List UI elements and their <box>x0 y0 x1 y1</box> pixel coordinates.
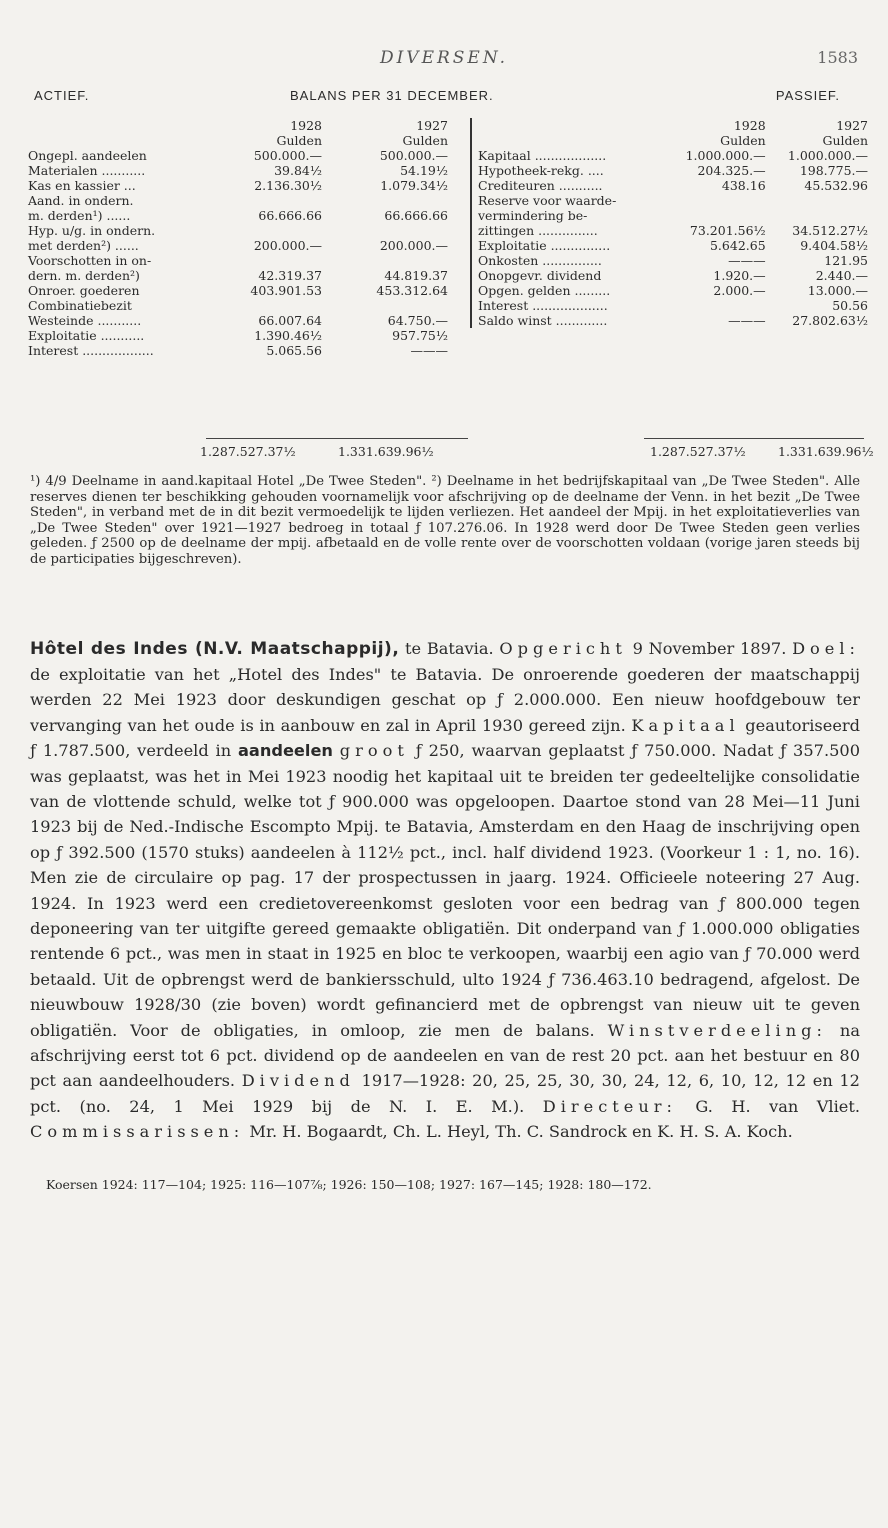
assets-table-wrap <box>28 118 468 358</box>
asset-v1927: 500.000.— <box>379 148 448 163</box>
liability-v1927: 27.802.63½ <box>792 313 868 328</box>
asset-v1928: 403.901.53 <box>250 283 322 298</box>
asset-v1928: 500.000.— <box>253 148 322 163</box>
asset-row <box>28 313 452 328</box>
asset-label: met derden²) ...... <box>28 238 139 253</box>
asset-v1928 <box>240 253 326 268</box>
liability-v1928: 73.201.56½ <box>689 223 766 238</box>
liability-v1928: 1.000.000.— <box>685 148 766 163</box>
asset-row <box>28 178 452 193</box>
asset-label: Exploitatie ........... <box>28 328 145 343</box>
liability-v1928 <box>666 298 770 313</box>
actief-label: ACTIEF. <box>34 88 90 103</box>
liability-v1927: 50.56 <box>832 298 868 313</box>
asset-v1927: 66.666.66 <box>384 208 448 223</box>
liability-v1927: 34.512.27½ <box>792 223 868 238</box>
asset-v1928 <box>240 298 326 313</box>
asset-label: Hyp. u/g. in ondern. <box>28 223 156 238</box>
asset-v1927: 957.75½ <box>392 328 448 343</box>
liability-v1927: 198.775.— <box>799 163 868 178</box>
asset-v1927: 200.000.— <box>379 238 448 253</box>
assets-unit-1927: Gulden <box>402 133 448 148</box>
asset-row <box>28 328 452 343</box>
liability-row <box>472 253 872 268</box>
liability-v1927: 45.532.96 <box>804 178 868 193</box>
asset-row <box>28 238 452 253</box>
liability-row <box>472 193 872 208</box>
asset-label: m. derden¹) ...... <box>28 208 131 223</box>
asset-v1928: 66.007.64 <box>258 313 322 328</box>
asset-v1927 <box>326 193 452 208</box>
text: G. H. van Vliet. <box>676 1096 860 1116</box>
asset-row <box>28 343 452 358</box>
text: na afschrijving eerst tot 6 pct. dividend op de aandeelen en van de rest 20 pct. aan het bestuur en 80 pct aan aandeelhouders. <box>30 1020 860 1091</box>
liabilities-table <box>472 118 872 328</box>
balance-footnote: ¹) 4/9 Deelname in aand.kapitaal Hotel „De Twee Steden". ²) Deelname in het bedrijfskapitaal van „De Twee Steden". Alle reserves dienen ter beschikking gehouden voornamelijk voor afschrijving op de deelname der Venn. in het bezit „De Twee Steden", in verband met de in dit bezit vermoedelijk te lijden verliezen. Het aandeel der Mpij. in het exploitatieverlies van „De Twee Steden" over 1921—1927 bedroeg in totaal ƒ 107.276.06. In 1928 werd door De Twee Steden geen verlies geleden. ƒ 2500 op de deelname der mpij. afbetaald en de volle rente over de voorschotten voldaan (vorige jaren steeds bij de participaties bijgeschreven). <box>30 474 860 567</box>
liability-label: Crediteuren ........... <box>478 178 603 193</box>
asset-label: dern. m. derden²) <box>28 268 140 283</box>
text: 9 November 1897. <box>626 638 793 658</box>
asset-v1928: 66.666.66 <box>258 208 322 223</box>
balance-sheet <box>28 118 868 438</box>
asset-v1928 <box>240 223 326 238</box>
asset-label: Onroer. goederen <box>28 283 140 298</box>
asset-row <box>28 193 452 208</box>
asset-v1927: 54.19½ <box>400 163 448 178</box>
liability-v1927: 13.000.— <box>807 283 868 298</box>
liability-v1928 <box>666 193 770 208</box>
liability-row <box>472 298 872 313</box>
liab-year-1928: 1928 <box>733 118 766 133</box>
liability-v1928: 5.642.65 <box>709 238 766 253</box>
keyword-groot: groot <box>339 741 409 761</box>
keyword-dividend: Dividend <box>241 1071 355 1091</box>
asset-label: Aand. in ondern. <box>28 193 134 208</box>
liability-v1928: ——— <box>728 253 766 268</box>
liability-v1928: 1.920.— <box>713 268 766 283</box>
asset-row <box>28 253 452 268</box>
liability-row <box>472 313 872 328</box>
asset-v1928: 2.136.30½ <box>254 178 322 193</box>
asset-v1928: 39.84½ <box>274 163 322 178</box>
liability-row <box>472 208 872 223</box>
liability-label: Onopgevr. dividend <box>478 268 602 283</box>
company-entry <box>30 636 860 1145</box>
liability-row <box>472 148 872 163</box>
liab-unit-1927: Gulden <box>822 133 868 148</box>
running-head <box>30 0 858 68</box>
liability-row <box>472 178 872 193</box>
liability-v1928: 2.000.— <box>713 283 766 298</box>
liabilities-table-wrap <box>470 118 872 328</box>
liability-v1928: 438.16 <box>721 178 766 193</box>
asset-row <box>28 148 452 163</box>
liability-v1927 <box>770 208 872 223</box>
text: de exploitatie van het „Hotel des Indes" te Batavia. De onroerende goederen der maatschappij werden 22 Mei 1923 door deskundigen geschat op ƒ 2.000.000. Een nieuw hoofdgebouw ter vervanging van het oude is in aanbouw en zal in April 1930 gereed zijn. <box>30 664 860 735</box>
liab-year-1927: 1927 <box>836 118 868 133</box>
assets-table <box>28 118 452 358</box>
liability-label: Saldo winst ............. <box>478 313 608 328</box>
keyword-kapitaal: Kapitaal <box>631 715 740 735</box>
text: 1917—1928: 20, 25, 25, 30, 30, 24, 12, 6, 10, 12, 12 en 12 pct. (no. 24, 1 Mei 1929 bij de N. I. E. M.). <box>30 1071 860 1116</box>
asset-v1927 <box>326 298 452 313</box>
liability-v1927: 2.440.— <box>815 268 868 283</box>
asset-label: Westeinde ........... <box>28 313 142 328</box>
liability-v1927: 1.000.000.— <box>787 148 868 163</box>
liability-v1928: ——— <box>728 313 766 328</box>
koersen-line: Koersen 1924: 117—104; 1925: 116—107⅞; 1926: 150—108; 1927: 167—145; 1928: 180—172. <box>46 1176 652 1192</box>
keyword-opgericht: Opgericht <box>499 638 627 658</box>
asset-row <box>28 208 452 223</box>
asset-v1927: 453.312.64 <box>376 283 448 298</box>
asset-v1927: 64.750.— <box>387 313 448 328</box>
text: te Batavia. <box>399 638 500 658</box>
asset-v1928: 5.065.56 <box>266 343 322 358</box>
liability-label: Interest ................... <box>478 298 608 313</box>
asset-v1928 <box>240 193 326 208</box>
asset-row <box>28 223 452 238</box>
asset-v1928: 42.319.37 <box>258 268 322 283</box>
asset-v1927: 1.079.34½ <box>380 178 448 193</box>
total-assets-1927: 1.331.639.96½ <box>338 444 434 459</box>
text: geautoriseerd ƒ 1.787.500, verdeeld in <box>30 715 860 761</box>
asset-row <box>28 163 452 178</box>
asset-v1927 <box>326 223 452 238</box>
liability-v1928: 204.325.— <box>697 163 766 178</box>
asset-row <box>28 298 452 313</box>
text: ƒ 250, waarvan geplaatst ƒ 750.000. Nadat ƒ 357.500 was geplaatst, was het in Mei 1923 noodig het kapitaal uit te breiden ter gedeeltelijke consolidatie van de vlottende schuld, welke tot ƒ 900.000 was opgeloopen. Daartoe stond van 28 Mei—11 Juni 1923 bij de Ned.-Indische Escompto Mpij. te Batavia, Amsterdam en den Haag de inschrijving open op ƒ 392.500 (1570 stuks) aandeelen à 112½ pct., incl. half dividend 1923. (Voorkeur 1 : 1, no. 16). Men zie de circulaire op pag. 17 der prospectussen in jaarg. 1924. Officieele noteering 27 Aug. 1924. In 1923 werd een credietovereenkomst gesloten voor een bedrag van ƒ 800.000 tegen deponeering van ter uitgifte gereed gemaakte obligatiën. Dit onderpand van ƒ 1.000.000 obligaties rentende 6 pct., was men in staat in 1925 en bloc te verkoopen, waarbij een agio van ƒ 70.000 werd betaald. Uit de opbrengst werd de bankiersschuld, ulto 1924 ƒ 736.463.10 bedragend, afgelost. De nieuwbouw 1928/30 (zie boven) wordt gefinancierd met de opbrengst van nieuw uit te geven obligatiën. Voor de obligaties, in omloop, zie men de balans. <box>30 741 860 1040</box>
liability-label: Reserve voor waarde- <box>478 193 617 208</box>
company-name: Hôtel des Indes (N.V. Maatschappij), <box>30 638 400 659</box>
liability-v1928 <box>666 208 770 223</box>
asset-label: Voorschotten in on- <box>28 253 152 268</box>
liab-unit-1928: Gulden <box>720 133 766 148</box>
liability-row <box>472 283 872 298</box>
asset-label: Interest .................. <box>28 343 154 358</box>
keyword-commissarissen: Commissarissen: <box>30 1122 245 1142</box>
liability-row <box>472 163 872 178</box>
total-assets-1928: 1.287.527.37½ <box>200 444 296 459</box>
liab-total-rule <box>644 438 864 439</box>
running-head-title: DIVERSEN. <box>379 48 509 68</box>
asset-row <box>28 268 452 283</box>
asset-v1927 <box>326 253 452 268</box>
asset-v1928: 200.000.— <box>253 238 322 253</box>
liability-label: Kapitaal .................. <box>478 148 607 163</box>
asset-label: Combinatiebezit <box>28 298 132 313</box>
balance-title: BALANS PER 31 DECEMBER. <box>290 88 494 103</box>
page <box>28 0 874 1192</box>
asset-v1927: ——— <box>410 343 448 358</box>
total-liab-1928: 1.287.527.37½ <box>650 444 746 459</box>
assets-year-1927: 1927 <box>416 118 448 133</box>
asset-label: Materialen ........... <box>28 163 146 178</box>
balance-header <box>30 88 858 118</box>
asset-label: Ongepl. aandeelen <box>28 148 147 163</box>
liability-label: Hypotheek-rekg. .... <box>478 163 604 178</box>
liability-label: Onkosten ............... <box>478 253 602 268</box>
keyword-doel: Doel: <box>792 638 861 658</box>
keyword-winstverdeeling: Winstverdeeling: <box>607 1020 827 1040</box>
passief-label: PASSIEF. <box>775 88 840 103</box>
liability-v1927: 9.404.58½ <box>800 238 868 253</box>
page-number: 1583 <box>817 48 858 67</box>
liability-v1927 <box>770 193 872 208</box>
asset-row <box>28 283 452 298</box>
asset-v1928: 1.390.46½ <box>254 328 322 343</box>
liability-v1927: 121.95 <box>824 253 868 268</box>
balance-totals <box>30 438 874 468</box>
text <box>333 741 340 760</box>
liability-label: vermindering be- <box>478 208 588 223</box>
asset-label: Kas en kassier ... <box>28 178 136 193</box>
text: Mr. H. Bogaardt, Ch. L. Heyl, Th. C. Sandrock en K. H. S. A. Koch. <box>244 1122 793 1142</box>
assets-total-rule <box>206 438 468 439</box>
liability-label: Opgen. gelden ......... <box>478 283 611 298</box>
assets-year-1928: 1928 <box>290 118 322 133</box>
keyword-directeur: Directeur: <box>542 1096 677 1116</box>
liability-row <box>472 223 872 238</box>
keyword-aandeelen: aandeelen <box>237 741 333 761</box>
liability-row <box>472 238 872 253</box>
liability-row <box>472 268 872 283</box>
asset-v1927: 44.819.37 <box>384 268 448 283</box>
liability-label: Exploitatie ............... <box>478 238 611 253</box>
assets-unit-1928: Gulden <box>276 133 322 148</box>
liability-label: zittingen ............... <box>478 223 598 238</box>
total-liab-1927: 1.331.639.96½ <box>778 444 874 459</box>
